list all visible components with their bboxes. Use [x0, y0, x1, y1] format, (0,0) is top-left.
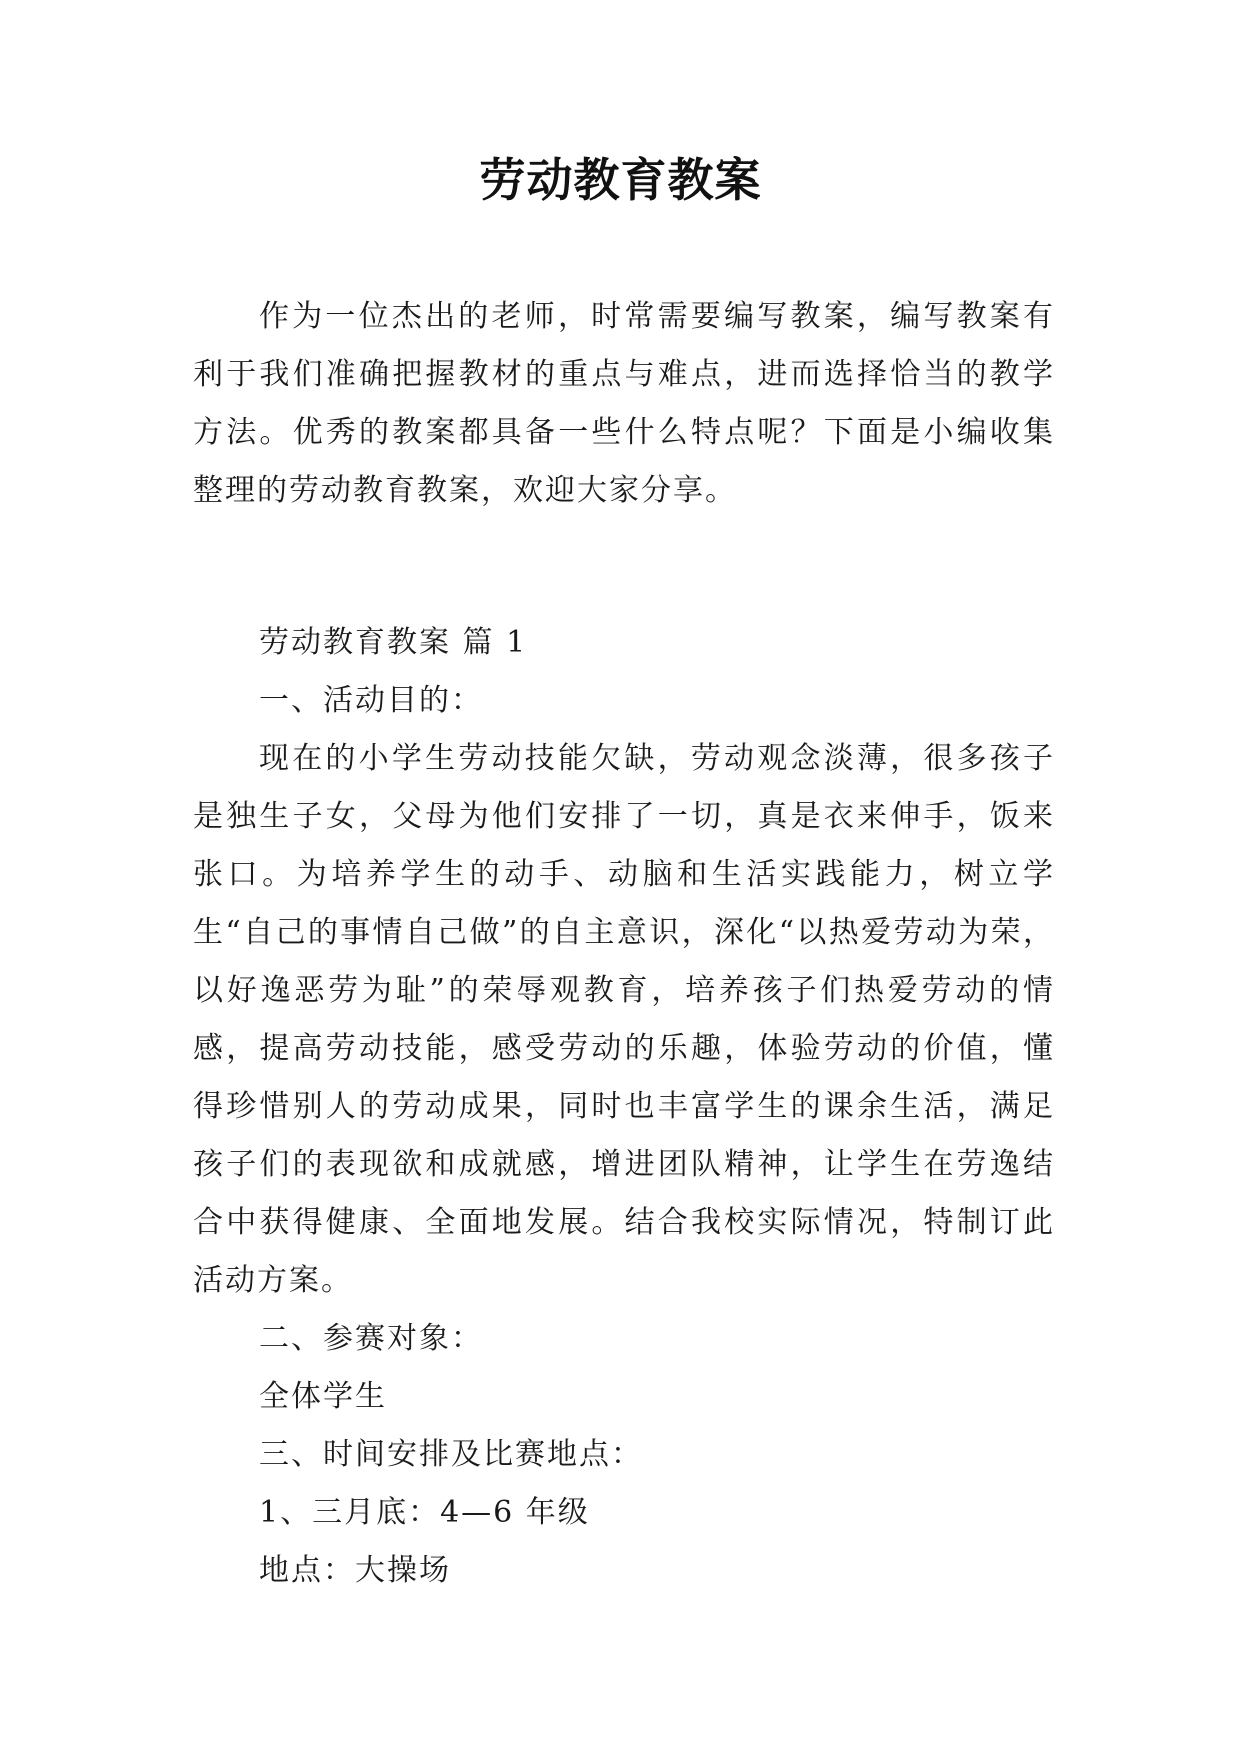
- heading-schedule: 三、时间安排及比赛地点：: [259, 1437, 643, 1472]
- heading-activity-purpose: 一、活动目的：: [259, 683, 483, 718]
- participants-text: 全体学生: [259, 1379, 387, 1414]
- purpose-paragraph: 现在的小学生劳动技能欠缺，劳动观念淡薄，很多孩子是独生子女，父母为他们安排了一切，真是衣来伸手，饭来张口。为培养学生的动手、动脑和生活实践能力，树立学生“自己的事情自己做”的自主意识，深化“以热爱劳动为荣，以好逸恶劳为耻”的荣辱观教育，培养孩子们热爱劳动的情感，提高劳动技能，感受劳动的乐趣，体验劳动的价值，懂得珍惜别人的劳动成果，同时也丰富学生的课余生活，满足孩子们的表现欲和成就感，增进团队精神，让学生在劳逸结合中获得健康、全面地发展。结合我校实际情况，特制订此活动方案。: [193, 741, 1055, 1298]
- intro-paragraph: 作为一位杰出的老师，时常需要编写教案，编写教案有利于我们准确把握教材的重点与难点，进而选择恰当的教学方法。优秀的教案都具备一些什么特点呢？下面是小编收集整理的劳动教育教案，欢迎大家分享。: [193, 299, 1055, 508]
- section-heading: 劳动教育教案 篇 1: [259, 625, 528, 660]
- schedule-location: 地点：大操场: [259, 1553, 451, 1588]
- heading-participants: 二、参赛对象：: [259, 1321, 483, 1356]
- schedule-item: 1、三月底：4—6 年级: [259, 1495, 590, 1530]
- section-spacer: [193, 520, 1055, 614]
- document-title: 劳动教育教案: [479, 153, 762, 207]
- document-body: [193, 288, 1055, 1600]
